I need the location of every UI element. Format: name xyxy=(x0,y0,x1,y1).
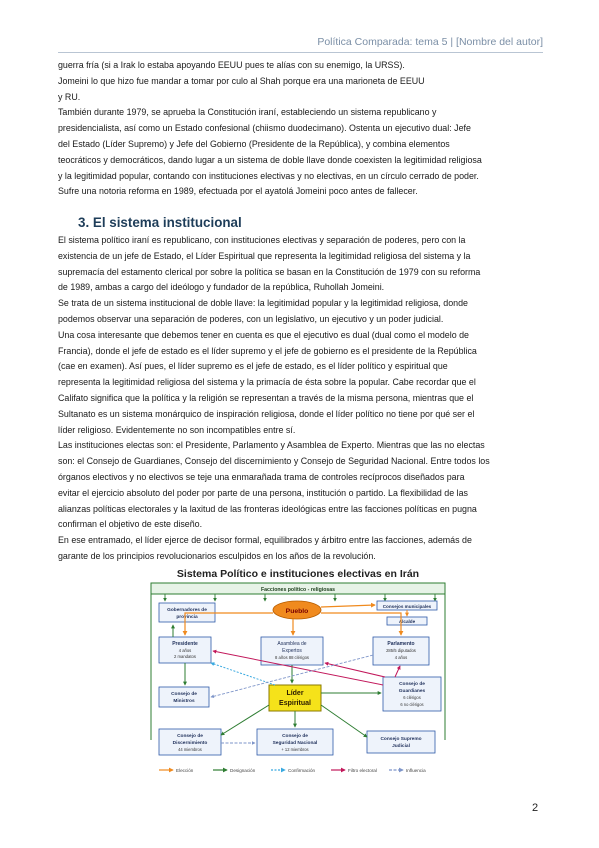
consejos-municipales-label: Consejos municipales xyxy=(382,604,432,609)
judicial-label-1: Consejo Supremo xyxy=(380,737,422,742)
guardianes-non-clerics: 6 no clérigos xyxy=(400,702,424,707)
text-line: del Estado (Líder Supremo) y Jefe del Gobierno (Presidente de la República), y combina elementos xyxy=(58,138,450,149)
legend-eleccion: Elección xyxy=(176,768,194,773)
paragraph-block-top xyxy=(58,58,545,200)
legend-designacion: Designación xyxy=(230,768,256,773)
legend-filtro: Filtro electoral xyxy=(348,768,377,773)
text-line: y la legitimidad popular, contando con instituciones electivas y no electivas, en un círculo cerrado de poder. xyxy=(58,170,479,181)
text-line: Jomeini lo que hizo fue mandar a tomar por culo al Shah porque era una marioneta de EEUU xyxy=(58,75,425,86)
alcalde-label: Alcalde xyxy=(398,619,416,624)
guardianes-label-2: Guardianes xyxy=(398,689,426,694)
text-line: presidencialista, así como un Estado confesional (chiismo duodecimano). Ostenta un ejecutivo dual: Jefe xyxy=(58,123,471,134)
text-line: confirman el objetivo de este diseño. xyxy=(58,519,203,530)
presidente-mandates: 2 mandatos xyxy=(174,654,196,659)
pueblo-label: Pueblo xyxy=(285,608,309,615)
parlamento-label: Parlamento xyxy=(387,641,415,647)
text-line: alianzas políticas electorales y la laxitud de las fronteras ideológicas entre las facciones políticas en pugna xyxy=(58,503,477,514)
asamblea-composition: 8 años 88 clérigos xyxy=(275,655,309,660)
running-header: Política Comparada: tema 5 | [Nombre del autor] xyxy=(317,36,543,48)
gobernadores-label-1: Gobernadores de xyxy=(167,608,207,613)
paragraph-block-bottom xyxy=(58,233,545,565)
parlamento-seats: 285/5 diputados xyxy=(386,648,416,653)
diagram-title: Sistema Político e instituciones electivas en Irán xyxy=(176,568,420,580)
section-heading: 3. El sistema institucional xyxy=(78,215,242,231)
text-line: Las instituciones electas son: el Presidente, Parlamento y Asamblea de Experto. Mientras que las no electas xyxy=(58,440,485,451)
text-line: son: el Consejo de Guardianes, Consejo del discernimiento y Consejo de Seguridad Nacional. Entre todos los xyxy=(58,456,490,467)
header-rule xyxy=(58,52,543,53)
page-number: 2 xyxy=(532,802,539,814)
text-line: teocráticos y democráticos, dando lugar a un sistema de doble llave donde coexisten la legitimidad religiosa xyxy=(58,154,482,165)
lider-label-2: Espiritual xyxy=(279,700,311,707)
text-line: Sultanato es un sistema monárquico de inspiración religiosa, donde el líder político no tiene por qué ser el xyxy=(58,408,475,419)
presidente-term: 4 años xyxy=(178,648,192,653)
text-line: Francia), donde el jefe de estado es el líder supremo y el jefe de gobierno es el presidente de la República xyxy=(58,345,477,356)
document-body xyxy=(58,58,545,565)
discernimiento-label-1: Consejo de xyxy=(177,734,203,739)
seguridad-members: + 12 miembros xyxy=(281,747,309,752)
judicial-label-2: Judicial xyxy=(392,744,410,749)
text-line: líder religioso. Evidentemente no son incompatibles entre sí. xyxy=(58,424,296,435)
text-line: Una cosa interesante que debemos tener en cuenta es que el ejecutivo es dual (dual como el modelo de xyxy=(58,329,469,340)
discernimiento-label-2: Discernimiento xyxy=(172,741,208,746)
box-lider-espiritual xyxy=(269,685,321,711)
ministros-label-1: Consejo de xyxy=(171,692,197,697)
text-line: supremacía del estamento clerical por sobre la política se basan en la Constitución de 1979 con su reforma xyxy=(58,266,481,277)
text-line: También durante 1979, se aprueba la Constitución iraní, estableciendo un sistema republicano y xyxy=(58,107,437,118)
asamblea-label-2: Expertos xyxy=(282,648,302,654)
parlamento-term: 4 años xyxy=(394,655,408,660)
legend-confirmacion: Confirmación xyxy=(288,768,316,773)
lider-label-1: Líder xyxy=(286,690,304,697)
guardianes-clerics: 6 clérigos xyxy=(403,695,421,700)
text-line: de 1989, ambas a cargo del ideólogo y fundador de la república, Ruhollah Jomeini. xyxy=(58,282,385,293)
discernimiento-members: 44 miembros xyxy=(178,747,202,752)
text-line: Califato significa que la política y la religión se representan a través de la misma persona, mientras que el xyxy=(58,392,474,403)
text-line: guerra fría (si a Irak lo estaba apoyando EEUU pues te alías con su enemigo, la URSS). xyxy=(58,60,405,70)
text-line: existencia de un jefe de Estado, el Líder Espiritual que representa la legitimidad religiosa del sistema y la xyxy=(58,250,471,261)
text-line: Sufre una notoria reforma en 1989, efectuada por el ayatolá Jomeini poco antes de fallecer. xyxy=(58,186,418,197)
ministros-label-2: Ministros xyxy=(173,699,195,704)
asamblea-label-1: Asamblea de xyxy=(277,641,307,647)
text-line: Se trata de un sistema institucional de doble llave: la legitimidad popular y la legitimidad religiosa, donde xyxy=(58,298,468,309)
text-line: En ese entramado, el líder ejerce de decisor formal, equilibrados y árbitro entre las facciones, además de xyxy=(58,535,472,546)
institutions-diagram xyxy=(145,565,451,783)
legend-influencia: Influencia xyxy=(406,768,426,773)
presidente-label: Presidente xyxy=(172,641,198,647)
factions-label: Facciones político - religiosas xyxy=(260,587,336,593)
guardianes-label-1: Consejo de xyxy=(399,682,425,687)
text-line: órganos electivos y no electivos se teje una enmarañada trama de controles recíprocos diseñados para xyxy=(58,471,465,482)
text-line: (cae en examen). Así pues, el líder supremo es el jefe de estado, es el líder político y espiritual que xyxy=(58,361,448,372)
text-line: evitar el ejercicio absoluto del poder por parte de una persona, institución o partido. La flexibilidad de las xyxy=(58,487,468,498)
gobernadores-label-2: provincia xyxy=(176,615,198,620)
text-line: representa la legitimidad religiosa del sistema y la primacía de ésta sobre la popular. Cabe recordar que el xyxy=(58,377,476,388)
seguridad-label-2: Seguridad Nacional xyxy=(272,741,318,746)
seguridad-label-1: Consejo de xyxy=(282,734,308,739)
text-line: garante de los principios revolucionarios esculpidos en los años de la revolución. xyxy=(58,550,376,561)
text-line: El sistema político iraní es republicano, con instituciones electivas y separación de poderes, pero con la xyxy=(58,234,466,245)
text-line: y RU. xyxy=(58,91,81,102)
box-consejo-ministros xyxy=(159,687,209,707)
box-consejo-judicial xyxy=(367,731,435,753)
text-line: podemos observar una separación de poderes, con un legislativo, un ejecutivo y un poder judicial. xyxy=(58,313,444,324)
